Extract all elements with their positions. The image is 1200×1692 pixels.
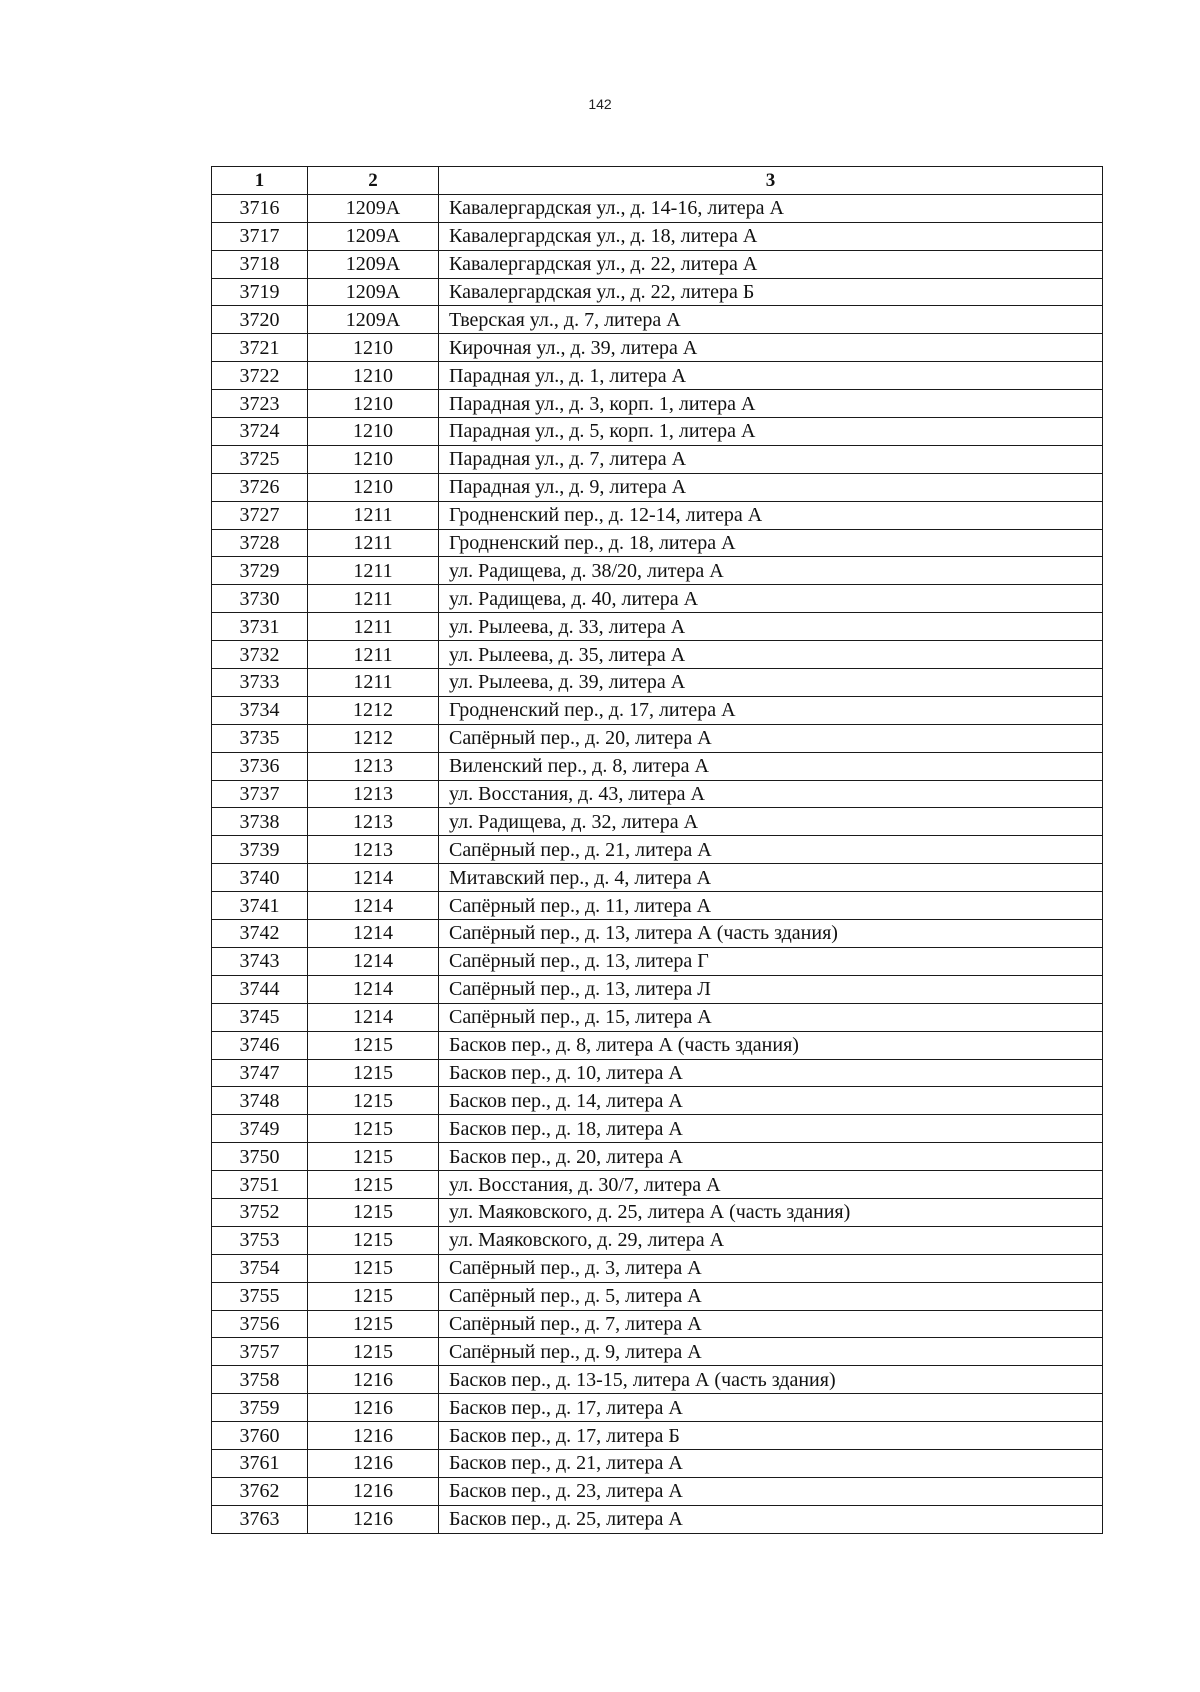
address-cell: Басков пер., д. 14, литера А bbox=[439, 1087, 1103, 1115]
zone-code-cell: 1215 bbox=[308, 1282, 439, 1310]
table-row bbox=[212, 947, 1103, 975]
row-number-cell: 3738 bbox=[212, 808, 308, 836]
zone-code-cell: 1216 bbox=[308, 1449, 439, 1477]
row-number-cell: 3745 bbox=[212, 1003, 308, 1031]
zone-code-cell: 1215 bbox=[308, 1115, 439, 1143]
address-cell: Басков пер., д. 8, литера А (часть здания) bbox=[439, 1031, 1103, 1059]
address-cell: Басков пер., д. 20, литера А bbox=[439, 1143, 1103, 1171]
table-row bbox=[212, 194, 1103, 222]
zone-code-cell: 1212 bbox=[308, 724, 439, 752]
zone-code-cell: 1213 bbox=[308, 836, 439, 864]
address-cell: Басков пер., д. 17, литера А bbox=[439, 1394, 1103, 1422]
column-header: 1 bbox=[212, 167, 308, 195]
table-row bbox=[212, 641, 1103, 669]
row-number-cell: 3725 bbox=[212, 445, 308, 473]
zone-code-cell: 1209А bbox=[308, 194, 439, 222]
table-row bbox=[212, 1477, 1103, 1505]
row-number-cell: 3717 bbox=[212, 222, 308, 250]
row-number-cell: 3740 bbox=[212, 864, 308, 892]
address-cell: Кавалергардская ул., д. 14-16, литера А bbox=[439, 194, 1103, 222]
row-number-cell: 3731 bbox=[212, 613, 308, 641]
zone-code-cell: 1211 bbox=[308, 529, 439, 557]
row-number-cell: 3757 bbox=[212, 1338, 308, 1366]
row-number-cell: 3736 bbox=[212, 752, 308, 780]
address-cell: Сапёрный пер., д. 13, литера Г bbox=[439, 947, 1103, 975]
table-row bbox=[212, 1282, 1103, 1310]
table-row bbox=[212, 334, 1103, 362]
address-cell: Сапёрный пер., д. 21, литера А bbox=[439, 836, 1103, 864]
zone-code-cell: 1215 bbox=[308, 1338, 439, 1366]
address-cell: Басков пер., д. 23, литера А bbox=[439, 1477, 1103, 1505]
table-row bbox=[212, 864, 1103, 892]
row-number-cell: 3723 bbox=[212, 390, 308, 418]
table-row bbox=[212, 1143, 1103, 1171]
address-cell: ул. Радищева, д. 38/20, литера А bbox=[439, 557, 1103, 585]
row-number-cell: 3749 bbox=[212, 1115, 308, 1143]
zone-code-cell: 1215 bbox=[308, 1171, 439, 1199]
address-cell: Басков пер., д. 18, литера А bbox=[439, 1115, 1103, 1143]
row-number-cell: 3730 bbox=[212, 585, 308, 613]
zone-code-cell: 1214 bbox=[308, 892, 439, 920]
row-number-cell: 3748 bbox=[212, 1087, 308, 1115]
table-row bbox=[212, 1003, 1103, 1031]
table-row bbox=[212, 306, 1103, 334]
table-row bbox=[212, 1310, 1103, 1338]
address-cell: ул. Радищева, д. 32, литера А bbox=[439, 808, 1103, 836]
address-cell: Парадная ул., д. 7, литера А bbox=[439, 445, 1103, 473]
address-cell: Сапёрный пер., д. 13, литера Л bbox=[439, 975, 1103, 1003]
address-cell: Басков пер., д. 25, литера А bbox=[439, 1505, 1103, 1533]
table-header-row bbox=[212, 167, 1103, 195]
zone-code-cell: 1214 bbox=[308, 920, 439, 948]
table-row bbox=[212, 1366, 1103, 1394]
table-row bbox=[212, 1505, 1103, 1533]
table-row bbox=[212, 752, 1103, 780]
column-header: 2 bbox=[308, 167, 439, 195]
row-number-cell: 3759 bbox=[212, 1394, 308, 1422]
address-cell: Басков пер., д. 13-15, литера А (часть здания) bbox=[439, 1366, 1103, 1394]
row-number-cell: 3763 bbox=[212, 1505, 308, 1533]
address-cell: Гродненский пер., д. 12-14, литера А bbox=[439, 501, 1103, 529]
row-number-cell: 3752 bbox=[212, 1198, 308, 1226]
zone-code-cell: 1210 bbox=[308, 362, 439, 390]
row-number-cell: 3747 bbox=[212, 1059, 308, 1087]
row-number-cell: 3758 bbox=[212, 1366, 308, 1394]
zone-code-cell: 1216 bbox=[308, 1422, 439, 1450]
address-cell: Сапёрный пер., д. 7, литера А bbox=[439, 1310, 1103, 1338]
row-number-cell: 3728 bbox=[212, 529, 308, 557]
row-number-cell: 3741 bbox=[212, 892, 308, 920]
zone-code-cell: 1214 bbox=[308, 864, 439, 892]
address-cell: Сапёрный пер., д. 11, литера А bbox=[439, 892, 1103, 920]
address-cell: ул. Восстания, д. 43, литера А bbox=[439, 780, 1103, 808]
address-cell: Виленский пер., д. 8, литера А bbox=[439, 752, 1103, 780]
zone-code-cell: 1209А bbox=[308, 278, 439, 306]
zone-code-cell: 1210 bbox=[308, 334, 439, 362]
table-row bbox=[212, 975, 1103, 1003]
row-number-cell: 3739 bbox=[212, 836, 308, 864]
address-cell: Сапёрный пер., д. 5, литера А bbox=[439, 1282, 1103, 1310]
row-number-cell: 3719 bbox=[212, 278, 308, 306]
table-row bbox=[212, 445, 1103, 473]
table-row bbox=[212, 1059, 1103, 1087]
row-number-cell: 3754 bbox=[212, 1254, 308, 1282]
table-row bbox=[212, 557, 1103, 585]
table-row bbox=[212, 836, 1103, 864]
table-row bbox=[212, 1422, 1103, 1450]
row-number-cell: 3744 bbox=[212, 975, 308, 1003]
zone-code-cell: 1216 bbox=[308, 1477, 439, 1505]
row-number-cell: 3732 bbox=[212, 641, 308, 669]
address-cell: Гродненский пер., д. 17, литера А bbox=[439, 696, 1103, 724]
table-row bbox=[212, 501, 1103, 529]
row-number-cell: 3762 bbox=[212, 1477, 308, 1505]
row-number-cell: 3760 bbox=[212, 1422, 308, 1450]
zone-code-cell: 1210 bbox=[308, 418, 439, 446]
table-row bbox=[212, 1338, 1103, 1366]
row-number-cell: 3746 bbox=[212, 1031, 308, 1059]
table-row bbox=[212, 1226, 1103, 1254]
row-number-cell: 3720 bbox=[212, 306, 308, 334]
address-cell: Тверская ул., д. 7, литера А bbox=[439, 306, 1103, 334]
zone-code-cell: 1211 bbox=[308, 613, 439, 641]
row-number-cell: 3722 bbox=[212, 362, 308, 390]
page-number: 142 bbox=[588, 96, 612, 112]
address-cell: Гродненский пер., д. 18, литера А bbox=[439, 529, 1103, 557]
row-number-cell: 3734 bbox=[212, 696, 308, 724]
zone-code-cell: 1209А bbox=[308, 222, 439, 250]
row-number-cell: 3743 bbox=[212, 947, 308, 975]
zone-code-cell: 1215 bbox=[308, 1310, 439, 1338]
address-cell: ул. Восстания, д. 30/7, литера А bbox=[439, 1171, 1103, 1199]
table-row bbox=[212, 1449, 1103, 1477]
address-cell: Митавский пер., д. 4, литера А bbox=[439, 864, 1103, 892]
row-number-cell: 3742 bbox=[212, 920, 308, 948]
address-cell: Басков пер., д. 21, литера А bbox=[439, 1449, 1103, 1477]
table-row bbox=[212, 696, 1103, 724]
zone-code-cell: 1215 bbox=[308, 1087, 439, 1115]
address-cell: Парадная ул., д. 3, корп. 1, литера А bbox=[439, 390, 1103, 418]
address-cell: Парадная ул., д. 5, корп. 1, литера А bbox=[439, 418, 1103, 446]
table-row bbox=[212, 362, 1103, 390]
address-cell: Басков пер., д. 10, литера А bbox=[439, 1059, 1103, 1087]
zone-code-cell: 1212 bbox=[308, 696, 439, 724]
table-row bbox=[212, 920, 1103, 948]
zone-code-cell: 1216 bbox=[308, 1366, 439, 1394]
zone-code-cell: 1211 bbox=[308, 669, 439, 697]
zone-code-cell: 1216 bbox=[308, 1394, 439, 1422]
zone-code-cell: 1214 bbox=[308, 947, 439, 975]
column-header: 3 bbox=[439, 167, 1103, 195]
zone-code-cell: 1211 bbox=[308, 501, 439, 529]
zone-code-cell: 1214 bbox=[308, 975, 439, 1003]
register-table bbox=[211, 166, 1103, 1534]
table-row bbox=[212, 1198, 1103, 1226]
zone-code-cell: 1215 bbox=[308, 1059, 439, 1087]
zone-code-cell: 1210 bbox=[308, 390, 439, 418]
row-number-cell: 3724 bbox=[212, 418, 308, 446]
table-row bbox=[212, 250, 1103, 278]
address-cell: ул. Маяковского, д. 25, литера А (часть здания) bbox=[439, 1198, 1103, 1226]
zone-code-cell: 1213 bbox=[308, 752, 439, 780]
row-number-cell: 3729 bbox=[212, 557, 308, 585]
table-row bbox=[212, 1087, 1103, 1115]
row-number-cell: 3735 bbox=[212, 724, 308, 752]
address-cell: Сапёрный пер., д. 3, литера А bbox=[439, 1254, 1103, 1282]
zone-code-cell: 1216 bbox=[308, 1505, 439, 1533]
row-number-cell: 3733 bbox=[212, 669, 308, 697]
table-row bbox=[212, 669, 1103, 697]
table-row bbox=[212, 808, 1103, 836]
row-number-cell: 3753 bbox=[212, 1226, 308, 1254]
address-cell: Парадная ул., д. 9, литера А bbox=[439, 473, 1103, 501]
address-cell: Сапёрный пер., д. 9, литера А bbox=[439, 1338, 1103, 1366]
zone-code-cell: 1211 bbox=[308, 585, 439, 613]
row-number-cell: 3737 bbox=[212, 780, 308, 808]
address-cell: ул. Радищева, д. 40, литера А bbox=[439, 585, 1103, 613]
table-row bbox=[212, 1115, 1103, 1143]
table-row bbox=[212, 529, 1103, 557]
table-row bbox=[212, 613, 1103, 641]
table-row bbox=[212, 418, 1103, 446]
address-cell: ул. Маяковского, д. 29, литера А bbox=[439, 1226, 1103, 1254]
address-cell: Сапёрный пер., д. 13, литера А (часть здания) bbox=[439, 920, 1103, 948]
row-number-cell: 3761 bbox=[212, 1449, 308, 1477]
zone-code-cell: 1215 bbox=[308, 1031, 439, 1059]
table-row bbox=[212, 473, 1103, 501]
row-number-cell: 3718 bbox=[212, 250, 308, 278]
zone-code-cell: 1213 bbox=[308, 808, 439, 836]
zone-code-cell: 1214 bbox=[308, 1003, 439, 1031]
table-row bbox=[212, 724, 1103, 752]
row-number-cell: 3750 bbox=[212, 1143, 308, 1171]
table-row bbox=[212, 585, 1103, 613]
address-cell: Кавалергардская ул., д. 22, литера А bbox=[439, 250, 1103, 278]
zone-code-cell: 1211 bbox=[308, 641, 439, 669]
zone-code-cell: 1210 bbox=[308, 473, 439, 501]
address-cell: Кавалергардская ул., д. 22, литера Б bbox=[439, 278, 1103, 306]
address-cell: Кирочная ул., д. 39, литера А bbox=[439, 334, 1103, 362]
table-row bbox=[212, 1171, 1103, 1199]
address-cell: Басков пер., д. 17, литера Б bbox=[439, 1422, 1103, 1450]
row-number-cell: 3726 bbox=[212, 473, 308, 501]
table-row bbox=[212, 1254, 1103, 1282]
row-number-cell: 3755 bbox=[212, 1282, 308, 1310]
row-number-cell: 3756 bbox=[212, 1310, 308, 1338]
table-row bbox=[212, 1394, 1103, 1422]
zone-code-cell: 1215 bbox=[308, 1254, 439, 1282]
zone-code-cell: 1215 bbox=[308, 1198, 439, 1226]
address-cell: Сапёрный пер., д. 15, литера А bbox=[439, 1003, 1103, 1031]
zone-code-cell: 1215 bbox=[308, 1226, 439, 1254]
row-number-cell: 3721 bbox=[212, 334, 308, 362]
zone-code-cell: 1209А bbox=[308, 250, 439, 278]
table-row bbox=[212, 892, 1103, 920]
address-cell: ул. Рылеева, д. 33, литера А bbox=[439, 613, 1103, 641]
zone-code-cell: 1210 bbox=[308, 445, 439, 473]
table-row bbox=[212, 278, 1103, 306]
address-cell: Парадная ул., д. 1, литера А bbox=[439, 362, 1103, 390]
address-cell: Сапёрный пер., д. 20, литера А bbox=[439, 724, 1103, 752]
zone-code-cell: 1211 bbox=[308, 557, 439, 585]
address-cell: ул. Рылеева, д. 35, литера А bbox=[439, 641, 1103, 669]
table-row bbox=[212, 1031, 1103, 1059]
zone-code-cell: 1209А bbox=[308, 306, 439, 334]
table-row bbox=[212, 222, 1103, 250]
row-number-cell: 3716 bbox=[212, 194, 308, 222]
address-cell: Кавалергардская ул., д. 18, литера А bbox=[439, 222, 1103, 250]
address-cell: ул. Рылеева, д. 39, литера А bbox=[439, 669, 1103, 697]
table-row bbox=[212, 390, 1103, 418]
zone-code-cell: 1213 bbox=[308, 780, 439, 808]
zone-code-cell: 1215 bbox=[308, 1143, 439, 1171]
table-body bbox=[212, 194, 1103, 1533]
row-number-cell: 3727 bbox=[212, 501, 308, 529]
table-row bbox=[212, 780, 1103, 808]
row-number-cell: 3751 bbox=[212, 1171, 308, 1199]
